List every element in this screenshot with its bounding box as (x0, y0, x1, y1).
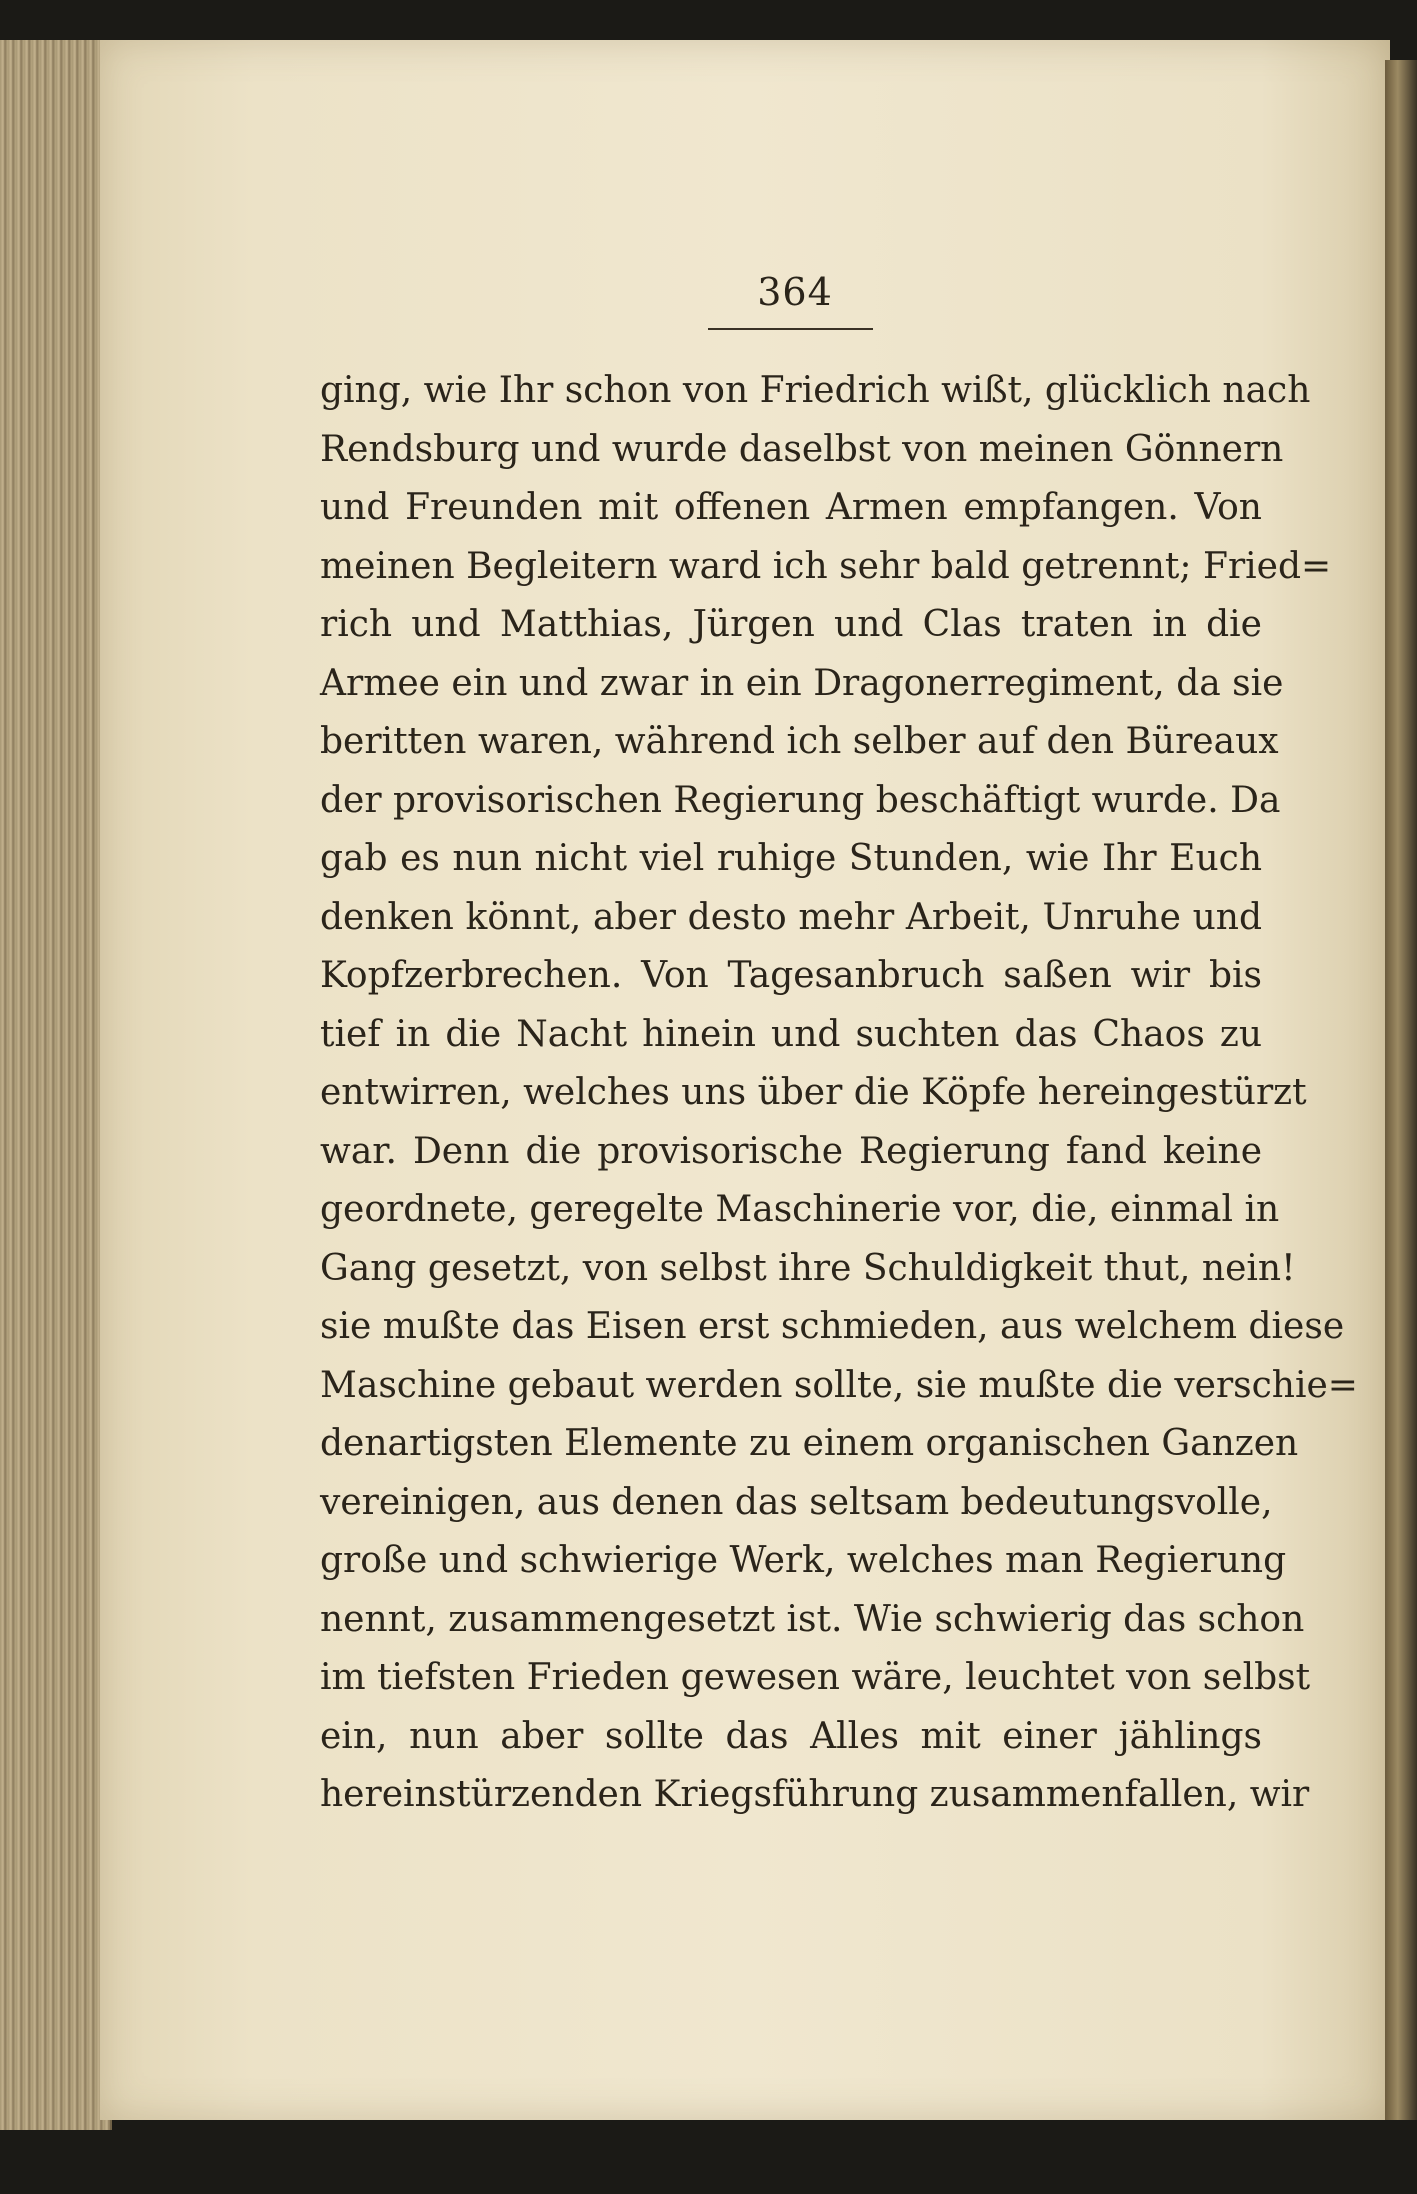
text-line: und Freunden mit offenen Armen empfangen. Von (320, 487, 1262, 528)
text-line: Armee ein und zwar in ein Dragonerregiment, da sie (320, 662, 1284, 704)
text-line: Maschine gebaut werden sollte, sie mußte die verschie= (320, 1364, 1358, 1406)
page-edges (0, 40, 112, 2130)
text-line: vereinigen, aus denen das seltsam bedeutungsvolle, (320, 1481, 1273, 1523)
text-line: Kopfzerbrechen. Von Tagesanbruch saßen wir bis (320, 955, 1262, 996)
text-line: tief in die Nacht hinein und suchten das Chaos zu (320, 1013, 1262, 1055)
text-line: gab es nun nicht viel ruhige Stunden, wie Ihr Euch (320, 838, 1262, 879)
text-line: ein, nun aber sollte das Alles mit einer jählings (320, 1715, 1262, 1757)
text-line: im tiefsten Frieden gewesen wäre, leuchtet von selbst (320, 1657, 1311, 1698)
binding-edge (1385, 60, 1417, 2120)
body-text (320, 362, 1358, 1825)
text-line: geordnete, geregelte Maschinerie vor, die, einmal in (320, 1189, 1280, 1230)
text-line: hereinstürzenden Kriegsführung zusammenfallen, wir (320, 1774, 1310, 1815)
text-line: Gang gesetzt, von selbst ihre Schuldigkeit thut, nein! (320, 1247, 1296, 1289)
text-line: meinen Begleitern ward ich sehr bald getrennt; Fried= (320, 545, 1332, 587)
text-line: ging, wie Ihr schon von Friedrich wißt, glücklich nach (320, 370, 1311, 411)
text-line: rich und Matthias, Jürgen und Clas traten in die (320, 604, 1262, 645)
text-line: sie mußte das Eisen erst schmieden, aus welchem diese (320, 1306, 1345, 1347)
text-line: große und schwierige Werk, welches man Regierung (320, 1540, 1287, 1581)
page-number: 364 (757, 270, 833, 314)
text-line: der provisorischen Regierung beschäftigt wurde. Da (320, 779, 1281, 821)
text-line: denartigsten Elemente zu einem organischen Ganzen (320, 1423, 1299, 1464)
text-line: entwirren, welches uns über die Köpfe hereingestürzt (320, 1072, 1307, 1113)
text-line: Rendsburg und wurde daselbst von meinen Gönnern (320, 428, 1284, 470)
text-line: war. Denn die provisorische Regierung fand keine (320, 1130, 1262, 1172)
text-line: denken könnt, aber desto mehr Arbeit, Unruhe und (320, 896, 1262, 938)
page-number-rule (708, 328, 873, 330)
text-line: beritten waren, während ich selber auf den Büreaux (320, 721, 1279, 762)
text-line: nennt, zusammengesetzt ist. Wie schwierig das schon (320, 1598, 1305, 1640)
